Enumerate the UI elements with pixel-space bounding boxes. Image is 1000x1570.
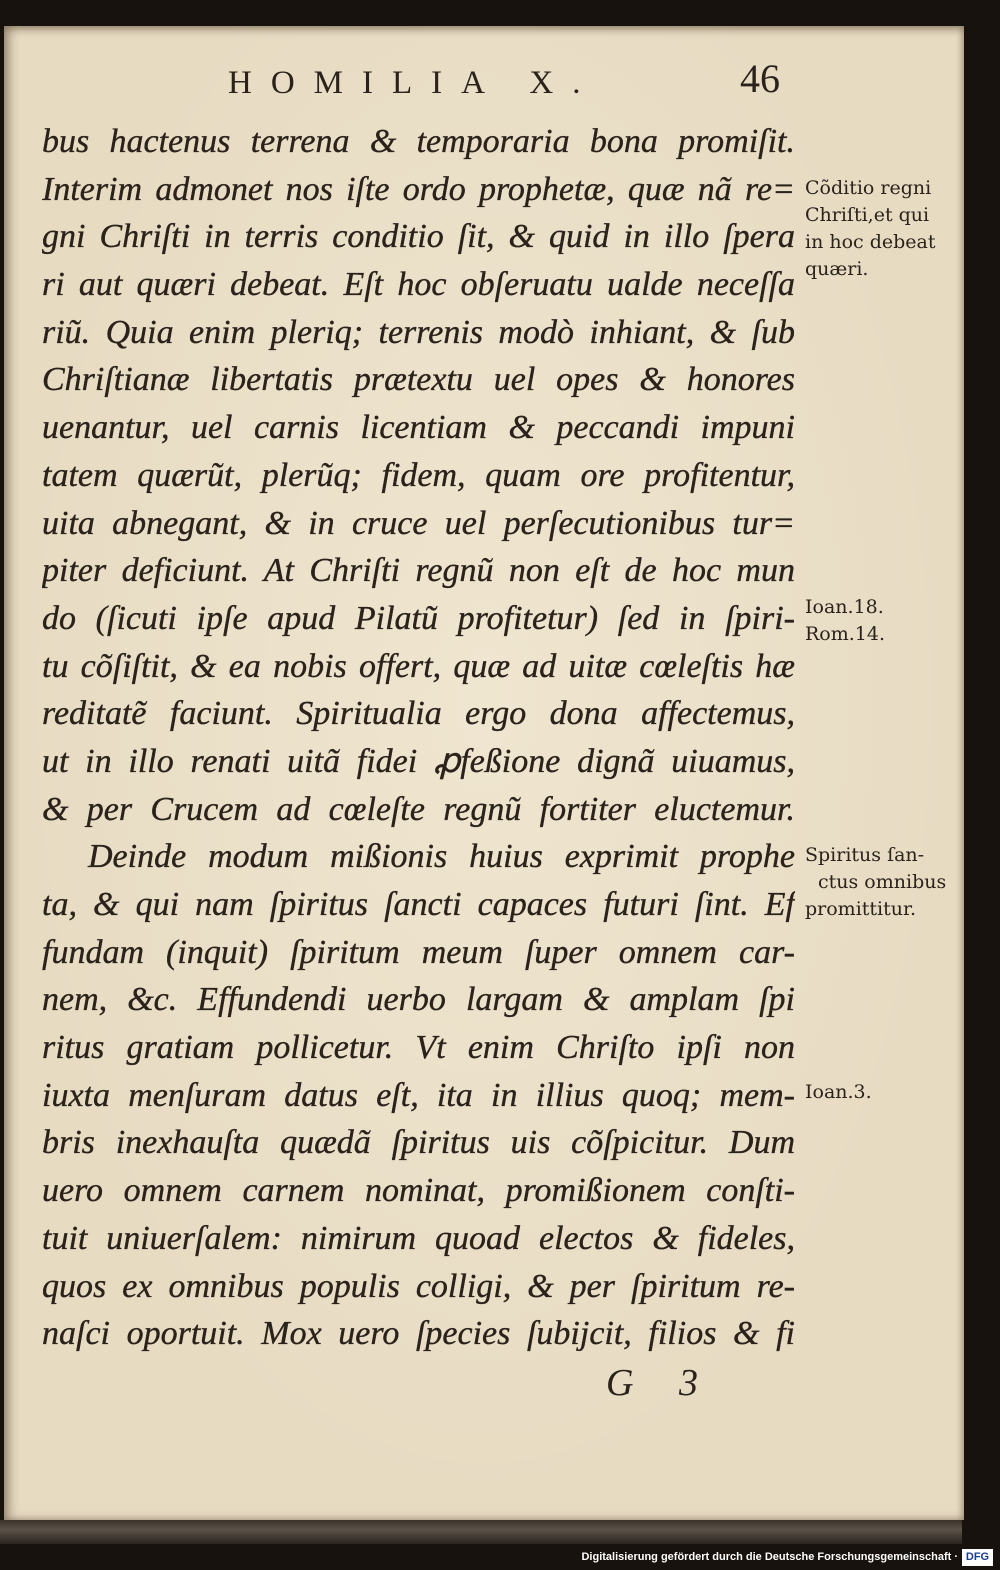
text-line: tatem quærũt, plerũq; fidem, quam ore profitentur, <box>42 456 795 494</box>
text-line: ri aut quæri debeat. Eſt hoc obſeruatu ualde neceſſa <box>42 266 795 304</box>
text-line: uero omnem carnem nominat, promißionem conſti- <box>42 1172 795 1210</box>
text-line: & per Crucem ad cœleſte regnũ fortiter eluctemur. <box>42 790 795 828</box>
text-line: gni Chriſti in terris conditio ſit, & quid in illo ſpera <box>42 218 795 256</box>
margin-note-condition-of-kingdom <box>805 175 962 283</box>
margin-note-line: ctus omnibus <box>818 871 947 893</box>
margin-note-scripture-reference <box>805 594 962 648</box>
dfg-logo: DFG <box>962 1549 993 1566</box>
text-line: fundam (inquit) ſpiritum meum ſuper omnem car- <box>42 933 795 971</box>
text-line: bus hactenus terrena & temporaria bona promiſit. <box>42 123 795 160</box>
text-line: ut in illo renati uitã fidei ꝓfeßione dignã uiuamus, <box>42 742 795 780</box>
page-number: 46 <box>740 56 780 101</box>
page-bottom-edge <box>0 1520 962 1544</box>
text-line: tuit uniuerſalem: nimirum quoad electos & fideles, <box>42 1219 795 1257</box>
margin-note-line: quæri. <box>805 258 869 280</box>
main-text <box>42 118 795 1358</box>
margin-note-line: Ioan.18. <box>805 596 884 618</box>
text-line: nem, &c. Effundendi uerbo largam & amplam ſpi <box>42 981 795 1019</box>
text-line: reditatẽ faciunt. Spiritualia ergo dona affectemus, <box>42 695 795 733</box>
text-line: ta, & qui nam ſpiritus ſancti capaces futuri ſint. Ef <box>42 886 795 923</box>
text-line: riũ. Quia enim pleriq; terrenis modò inhiant, & ſub <box>42 313 795 351</box>
text-line: iuxta menſuram datus eſt, ita in illius quoq; mem- <box>42 1076 795 1114</box>
signature-mark: G 3 <box>606 1362 698 1404</box>
margin-note-line: Ioan.3. <box>805 1081 872 1103</box>
text-line: uita abnegant, & in cruce uel perſecutionibus tur= <box>42 504 795 542</box>
text-line: tu cõſiſtit, & ea nobis offert, quæ ad uitæ cœleſtis hæ <box>42 647 795 685</box>
text-line: piter deficiunt. At Chriſti regnũ non eſt de hoc mun <box>42 552 795 590</box>
text-line: uenantur, uel carnis licentiam & peccandi impuni <box>42 409 795 447</box>
text-line: bris inexhauſta quædã ſpiritus uis cõſpicitur. Dum <box>42 1124 795 1162</box>
digitization-credit: Digitalisierung gefördert durch die Deutsche Forschungsgemeinschaft · <box>581 1551 958 1563</box>
text-line: Chriſtianæ libertatis prætextu uel opes & honores <box>42 361 795 399</box>
margin-note-scripture-reference <box>805 1079 962 1106</box>
margin-note-line: promittitur. <box>805 898 917 920</box>
running-title: HOMILIA X. <box>228 65 600 101</box>
margin-note-line: Spiritus ſan- <box>805 844 925 866</box>
margin-note-holy-spirit <box>805 842 962 923</box>
margin-note-line: Chriſti,et qui <box>805 204 930 226</box>
text-line: ritus gratiam pollicetur. Vt enim Chriſto ipſi non <box>42 1029 795 1067</box>
margin-note-line: in hoc debeat <box>805 231 936 253</box>
text-line: naſci oportuit. Mox uero ſpecies ſubijcit, filios & fi <box>42 1315 795 1353</box>
text-line: do (ſicuti ipſe apud Pilatũ profitetur) ſed in ſpiri- <box>42 599 795 637</box>
margin-note-line: Rom.14. <box>805 623 886 645</box>
text-line-paragraph-start: Deinde modum mißionis huius exprimit prophe <box>88 838 795 876</box>
text-line: Interim admonet nos iſte ordo prophetæ, quæ nã re= <box>42 170 795 208</box>
text-line: quos ex omnibus populis colligi, & per ſpiritum re- <box>42 1267 795 1305</box>
margin-note-line: Cõditio regni <box>805 177 932 199</box>
